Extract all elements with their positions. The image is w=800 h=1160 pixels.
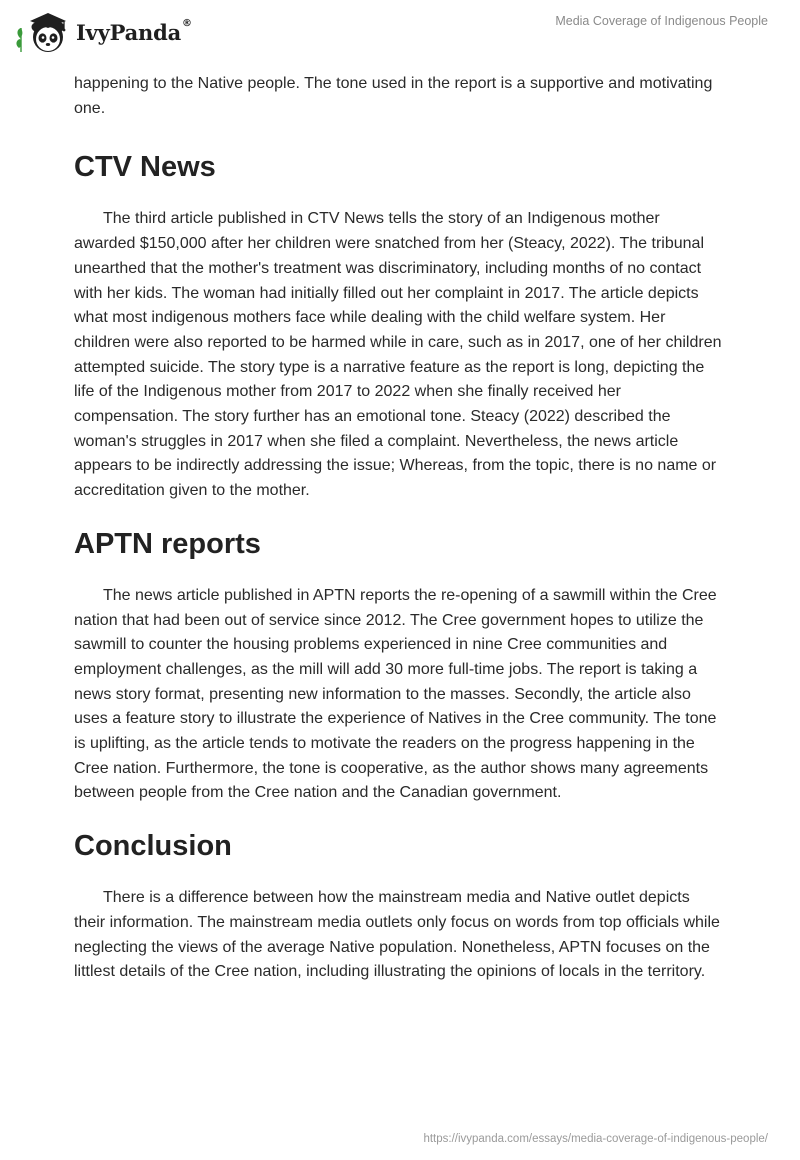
- section-heading-conclusion: Conclusion: [74, 830, 232, 863]
- section-paragraph-ctv-news: The third article published in CTV News tells the story of an Indigenous mother awarded $150,000 after her children were snatched from her (Steacy, 2022). The tribunal unearthed that the mother's treatment was discriminatory, including months of no contact with her kids. The woman had initially filled out her complaint in 2017. The article depicts what most indigenous mothers face while dealing with the child welfare system. Her children were also reported to be harmed while in care, such as in 2017, one of her children attempted suicide. The story type is a narrative feature as the report is long, depicting the life of the Indigenous mother from 2017 to 2022 when she finally received her compensation. The story further has an emotional tone. Steacy (2022) described the woman's struggles in 2017 when she filed a complaint. Nevertheless, the news article appears to be indirectly addressing the issue; Whereas, from the topic, there is no name or accreditation given to the mother.: [74, 210, 722, 500]
- section-heading-ctv-news: CTV News: [74, 151, 216, 184]
- section-heading-aptn-reports: APTN reports: [74, 527, 261, 560]
- source-url[interactable]: https://ivypanda.com/essays/media-coverage-of-indigenous-people/: [423, 1133, 768, 1145]
- panda-graduate-icon: [14, 8, 74, 56]
- page-header: [0, 0, 800, 70]
- section-paragraph-conclusion: There is a difference between how the mainstream media and Native outlet depicts their information. The mainstream media outlets only focus on words from top officials while neglecting the views of the average Native population. Nonetheless, APTN focuses on the littlest details of the Cree nation, including illustrating the opinions of locals in the territory.: [74, 889, 720, 981]
- document-title: Media Coverage of Indigenous People: [555, 14, 768, 28]
- ivypanda-logo[interactable]: [14, 8, 192, 56]
- intro-paragraph: happening to the Native people. The tone used in the report is a supportive and motivating one.: [74, 75, 713, 117]
- logo-wordmark: IvyPanda®: [76, 17, 192, 45]
- section-paragraph-aptn-reports: The news article published in APTN reports the re-opening of a sawmill within the Cree nation that had been out of service since 2012. The Cree government hopes to utilize the sawmill to counter the housing problems experienced in nine Cree communities and employment challenges, as the mill will add 30 more full-time jobs. The report is taking a news story format, presenting new information to the masses. Secondly, the article also uses a feature story to illustrate the experience of Natives in the Cree community. The tone is uplifting, as the article tends to motivate the readers on the progress happening in the Cree nation. Furthermore, the tone is cooperative, as the author shows many agreements between people from the Cree nation and the Canadian government.: [74, 586, 717, 802]
- article-body: [74, 72, 724, 985]
